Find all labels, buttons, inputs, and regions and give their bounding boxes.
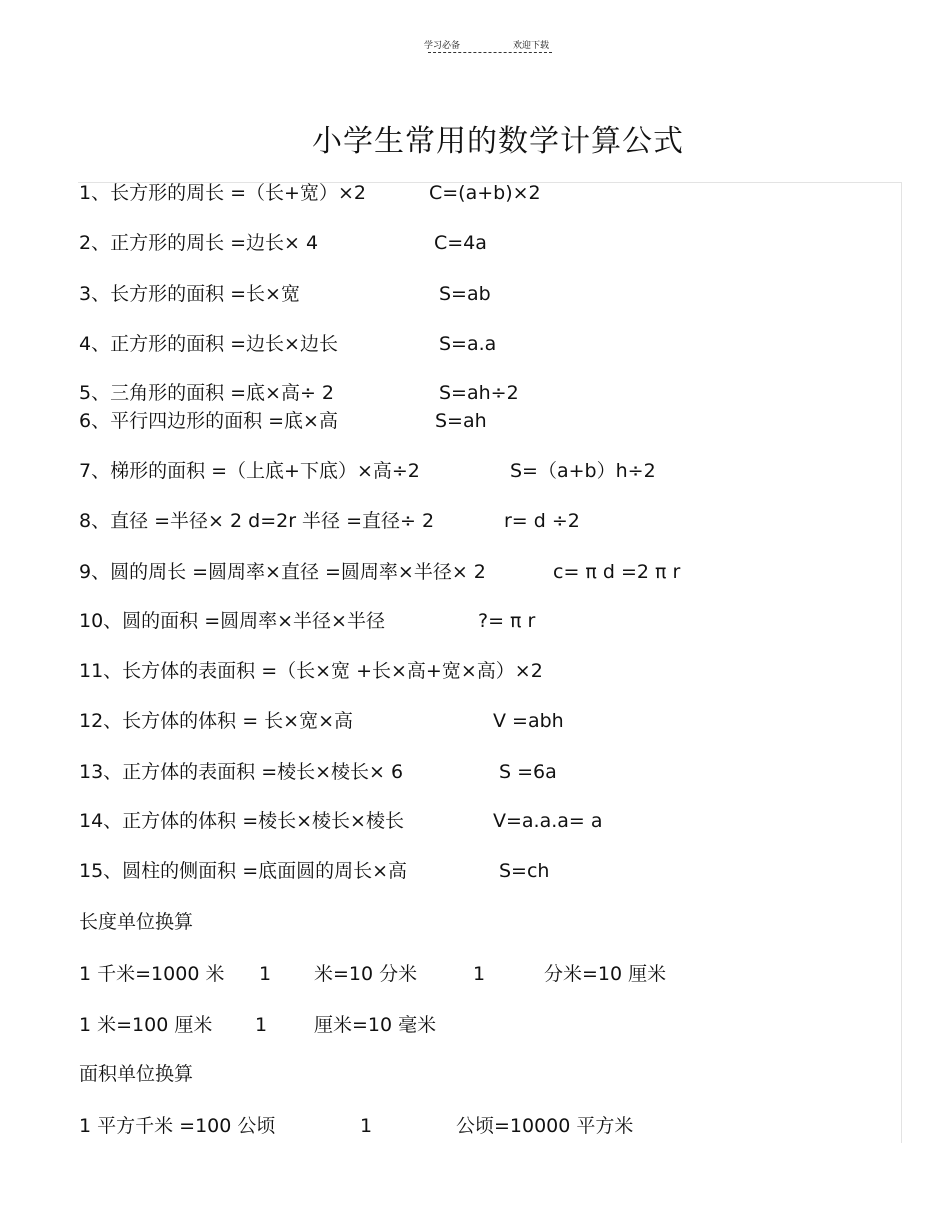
formula-expression: 1	[259, 963, 272, 985]
formula-row	[79, 180, 899, 206]
formula-expression: S=（a+b）h÷2	[510, 460, 656, 482]
formula-expression: 1	[360, 1115, 373, 1137]
formula-row	[79, 380, 899, 406]
formula-expression: S=ah÷2	[439, 382, 519, 404]
formula-expression: S=ab	[439, 283, 491, 305]
formula-text: 1 千米=1000 米	[79, 963, 225, 985]
formula-text: 12、长方体的体积 = 长×宽×高	[79, 710, 354, 732]
formula-row	[79, 458, 899, 484]
formula-row	[79, 708, 899, 734]
formula-expression: V =abh	[493, 710, 564, 732]
formula-row	[79, 230, 899, 256]
header-left-text: 学习必备	[424, 41, 461, 51]
header-right-text: 欢迎下载	[513, 41, 550, 51]
formula-text: 5、三角形的面积 =底×高÷ 2	[79, 382, 335, 404]
formula-row	[79, 658, 899, 684]
formula-text: 8、直径 =半径× 2 d=2r 半径 =直径÷ 2	[79, 510, 435, 532]
formula-text: 1 米=100 厘米	[79, 1014, 213, 1036]
formula-expression: 公顷=10000 平方米	[456, 1115, 634, 1137]
formula-text: 1 平方千米 =100 公顷	[79, 1115, 276, 1137]
formula-text: 10、圆的面积 =圆周率×半径×半径	[79, 610, 385, 632]
formula-row	[79, 858, 899, 884]
formula-row	[79, 1012, 899, 1038]
formula-expression: r= d ÷2	[504, 510, 580, 532]
formula-expression: S=ch	[499, 860, 550, 882]
formula-text: 4、正方形的面积 =边长×边长	[79, 333, 338, 355]
formula-text: 长度单位换算	[79, 911, 194, 933]
formula-expression: C=4a	[434, 232, 487, 254]
page-title: 小学生常用的数学计算公式	[312, 124, 684, 159]
formula-text: 9、圆的周长 =圆周率×直径 =圆周率×半径× 2	[79, 561, 486, 583]
formula-row	[79, 608, 899, 634]
formula-row	[79, 559, 899, 585]
formula-row	[79, 759, 899, 785]
formula-expression: V=a.a.a= a	[493, 810, 603, 832]
formula-expression: 米=10 分米	[314, 963, 418, 985]
formula-text: 面积单位换算	[79, 1063, 194, 1085]
formula-row	[79, 961, 899, 987]
formula-row	[79, 331, 899, 357]
formula-row	[79, 1061, 899, 1087]
formula-text: 1、长方形的周长 =（长+宽）×2	[79, 182, 366, 204]
formula-row	[79, 508, 899, 534]
formula-text: 15、圆柱的侧面积 =底面圆的周长×高	[79, 860, 408, 882]
formula-expression: 1	[473, 963, 486, 985]
formula-expression: S =6a	[499, 761, 557, 783]
formula-expression: 厘米=10 毫米	[314, 1014, 437, 1036]
formula-row	[79, 281, 899, 307]
formula-row	[79, 808, 899, 834]
formula-row	[79, 1113, 899, 1139]
formula-text: 3、长方形的面积 =长×宽	[79, 283, 300, 305]
formula-row	[79, 909, 899, 935]
page-header	[0, 38, 950, 58]
formula-expression: C=(a+b)×2	[429, 182, 541, 204]
formula-row	[79, 408, 899, 434]
header-rule	[428, 52, 552, 53]
formula-expression: 分米=10 厘米	[544, 963, 667, 985]
formula-text: 11、长方体的表面积 =（长×宽 +长×高+宽×高）×2	[79, 660, 543, 682]
formula-text: 6、平行四边形的面积 =底×高	[79, 410, 338, 432]
formula-text: 2、正方形的周长 =边长× 4	[79, 232, 319, 254]
formula-expression: ?= π r	[478, 610, 536, 632]
formula-expression: 1	[255, 1014, 268, 1036]
formula-text: 13、正方体的表面积 =棱长×棱长× 6	[79, 761, 404, 783]
formula-text: 14、正方体的体积 =棱长×棱长×棱长	[79, 810, 404, 832]
formula-expression: S=a.a	[439, 333, 497, 355]
formula-expression: S=ah	[435, 410, 487, 432]
formula-text: 7、梯形的面积 =（上底+下底）×高÷2	[79, 460, 420, 482]
formula-expression: c= π d =2 π r	[553, 561, 681, 583]
